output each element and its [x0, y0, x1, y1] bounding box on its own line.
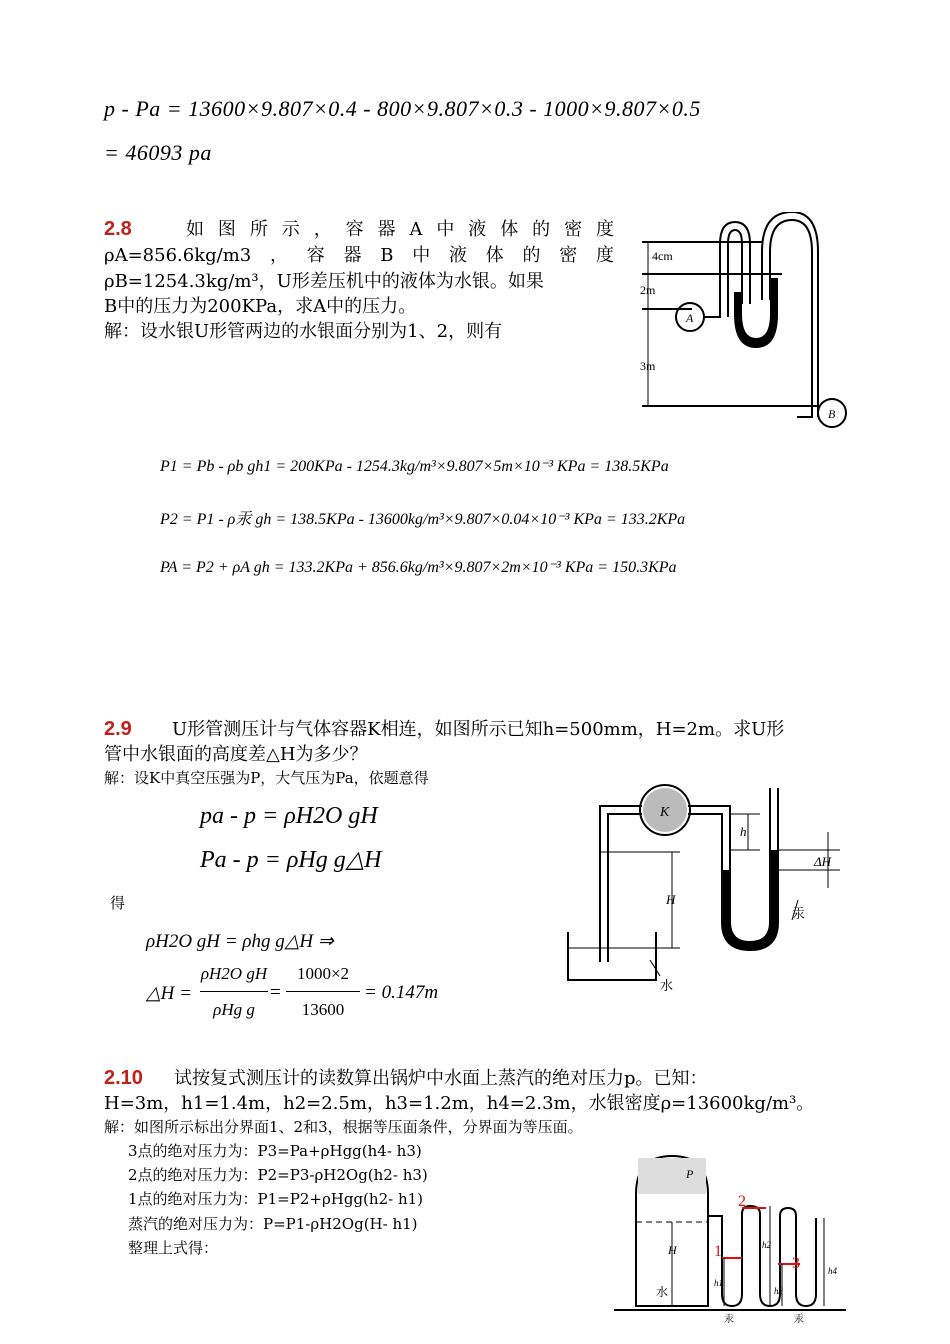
figure-2-10-marker-1: 1	[714, 1243, 722, 1260]
figure-2-9-label-mercury: 汞	[792, 906, 806, 921]
figure-2-10-label-mercury-2: 汞	[794, 1314, 804, 1324]
problem-2-8-solution: 解：设水银U形管两边的水银面分别为1、2，则有	[104, 321, 503, 342]
figure-2-10-label-p: P	[686, 1167, 694, 1181]
problem-2-8-line3: ρB=1254.3kg/m³，U形差压机中的液体为水银。如果	[104, 271, 544, 292]
problem-2-9-eq4-equals: =	[270, 982, 281, 1003]
problem-2-10-line2: H=3m，h1=1.4m，h2=2.5m，h3=1.2m，h4=2.3m，水银密度ρ=13600kg/m³。	[104, 1093, 815, 1114]
problem-2-9-line2: 管中水银面的高度差△H为多少？	[104, 744, 368, 765]
figure-2-9-label-h: h	[740, 824, 747, 839]
problem-2-9-eq1: pa - p = ρH2O gH	[200, 803, 378, 829]
top-equation-line2: = 46093 pa	[104, 140, 212, 165]
figure-2-8-label-b: B	[828, 407, 836, 421]
problem-2-9-eq4-numerator2: 1000×2	[296, 964, 350, 983]
figure-2-10-marker-3: 3	[792, 1255, 800, 1272]
problem-2-8-line2: ρA=856.6kg/m3，容器B中液体的密度	[104, 245, 614, 266]
problem-2-8-eq2: P2 = P1 - ρ汞 gh = 138.5KPa - 13600kg/m³×9.807×0.04×10⁻³ KPa = 133.2KPa	[160, 511, 686, 528]
problem-2-10-number: 2.10	[104, 1067, 143, 1089]
figure-2-10-label-h1: h1	[714, 1278, 723, 1288]
problem-2-9-de: 得	[110, 894, 126, 912]
figure-2-10-marker-2: 2	[738, 1193, 746, 1210]
problem-2-9-eq4-numerator: ρH2O gH	[200, 964, 268, 983]
figure-2-10-label-h3: h3	[774, 1286, 783, 1296]
problem-2-10-step3: 1点的绝对压力为：P1=P2+ρHgg(h2- h1)	[128, 1190, 424, 1208]
problem-2-9-line1: U形管测压计与气体容器K相连，如图所示已知h=500mm，H=2m。求U形	[172, 719, 785, 740]
problem-2-8-number: 2.8	[104, 218, 132, 240]
problem-2-9-eq4-denominator: ρHg g	[213, 1000, 255, 1019]
problem-2-8-eq1: P1 = Pb - ρb gh1 = 200KPa - 1254.3kg/m³×9.807×5m×10⁻³ KPa = 138.5KPa	[160, 458, 669, 475]
figure-2-8-label-4cm: 4cm	[652, 249, 673, 263]
figure-2-8-label-3m: 3m	[640, 359, 656, 373]
problem-2-9-fraction-bar-1	[200, 991, 268, 992]
problem-2-10-step1: 3点的绝对压力为：P3=Pa+ρHgg(h4- h3)	[128, 1142, 422, 1160]
figure-2-8-manometer	[632, 212, 854, 440]
figure-2-9-label-k: K	[660, 805, 670, 820]
problem-2-8-eq3: PA = P2 + ρA gh = 133.2KPa + 856.6kg/m³×9.807×2m×10⁻³ KPa = 150.3KPa	[160, 559, 677, 576]
figure-2-10-label-h4: h4	[828, 1266, 837, 1276]
figure-2-10-label-H: H	[668, 1243, 677, 1257]
figure-2-9-label-dh: ΔH	[814, 854, 832, 869]
problem-2-9-fraction-bar-2	[286, 991, 360, 992]
figure-2-9-manometer	[560, 772, 860, 1004]
problem-2-10-line3: 解：如图所示标出分界面1、2和3，根据等压面条件，分界面为等压面。	[104, 1118, 583, 1136]
figure-2-9-label-water: 水	[660, 978, 674, 993]
problem-2-9-eq4-result: = 0.147m	[364, 982, 439, 1003]
figure-2-10-label-mercury-1: 汞	[724, 1314, 734, 1324]
problem-2-10-step2: 2点的绝对压力为：P2=P3-ρH2Og(h2- h3)	[128, 1166, 428, 1184]
figure-2-8-label-a: A	[686, 311, 694, 325]
figure-2-10-compound-manometer	[614, 1144, 846, 1324]
problem-2-8-line1: 如图所示，容器A中液体的密度	[186, 219, 614, 240]
figure-2-9-label-H: H	[666, 892, 676, 907]
figure-2-10-label-water: 水	[656, 1285, 669, 1299]
top-equation-line1: p - Pa = 13600×9.807×0.4 - 800×9.807×0.3 - 1000×9.807×0.5	[104, 96, 701, 121]
problem-2-9-solution: 解：设K中真空压强为P，大气压为Pa，依题意得	[104, 769, 429, 787]
problem-2-10-line1: 试按复式测压计的读数算出锅炉中水面上蒸汽的绝对压力p。已知：	[174, 1068, 708, 1089]
problem-2-10-step5: 整理上式得：	[128, 1239, 219, 1257]
problem-2-9-eq2: Pa - p = ρHg g△H	[200, 847, 382, 873]
figure-2-10-label-h2: h2	[762, 1240, 771, 1250]
problem-2-9-number: 2.9	[104, 718, 132, 740]
problem-2-9-eq4-denominator2: 13600	[301, 1000, 345, 1019]
problem-2-9-eq3: ρH2O gH = ρhg g△H ⇒	[146, 931, 334, 952]
problem-2-9-eq4-lhs: △H =	[146, 983, 192, 1004]
problem-2-10-step4: 蒸汽的绝对压力为：P=P1-ρH2Og(H- h1)	[128, 1215, 418, 1233]
problem-2-8-line4: B中的压力为200KPa，求A中的压力。	[104, 296, 417, 317]
figure-2-8-label-2m: 2m	[640, 283, 656, 297]
